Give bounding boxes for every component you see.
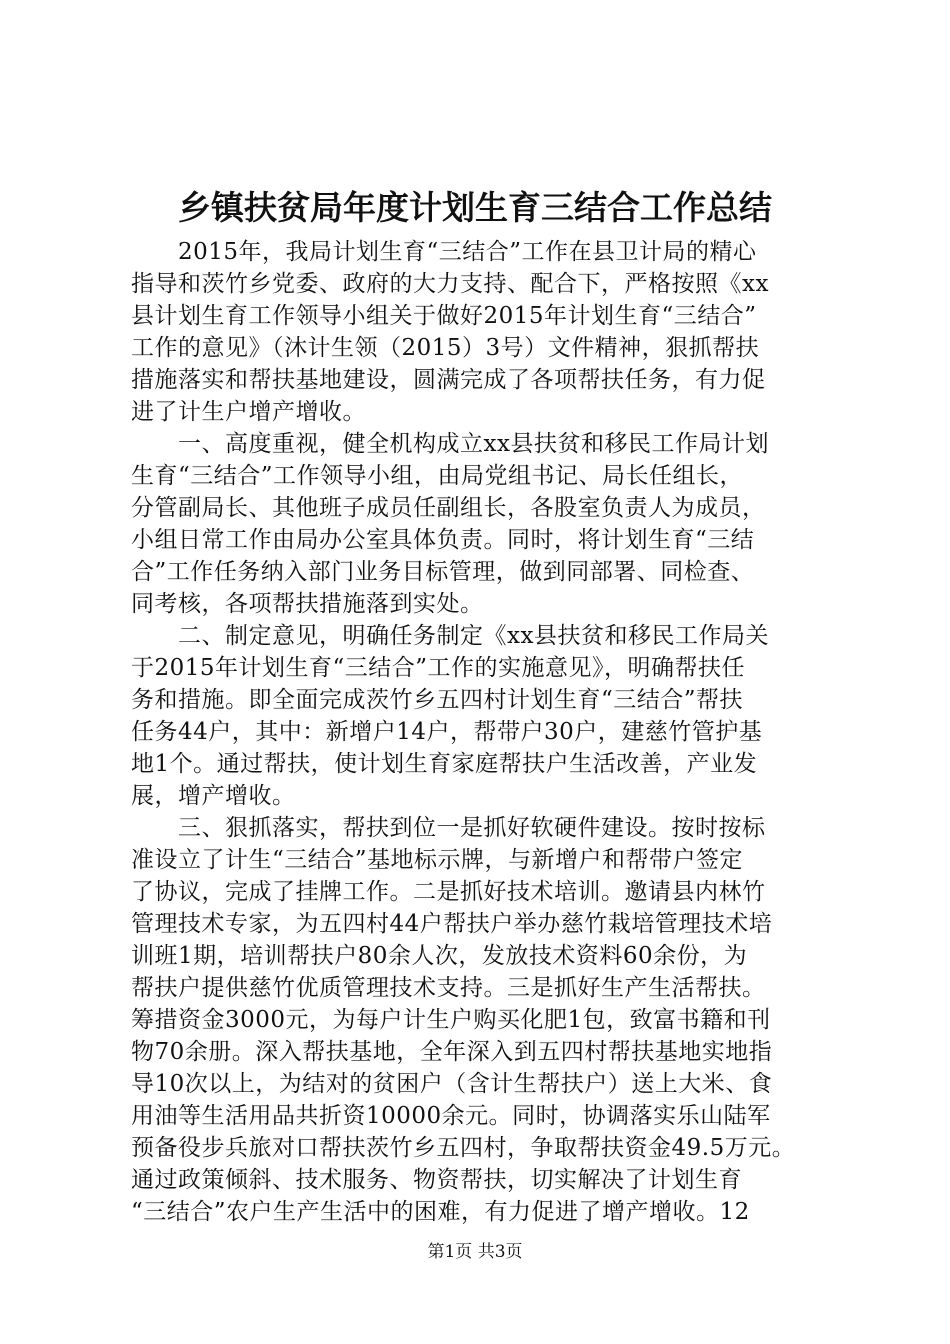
body-line: 一、高度重视，健全机构成立xx县扶贫和移民工作局计划: [131, 431, 769, 457]
body-line: 用油等生活用品共折资10000余元。同时，协调落实乐山陆军: [131, 1103, 771, 1129]
body-line: 管理技术专家，为五四村44户帮扶户举办慈竹栽培管理技术培: [131, 911, 773, 937]
body-line: 2015年，我局计划生育“三结合”工作在县卫计局的精心: [131, 239, 757, 265]
body-line: 通过政策倾斜、技术服务、物资帮扶，切实解决了计划生育: [131, 1167, 742, 1193]
body-line: 训班1期，培训帮扶户80余人次，发放技术资料60余份，为: [131, 943, 748, 969]
body-line: 小组日常工作由局办公室具体负责。同时，将计划生育“三结: [131, 527, 755, 553]
body-line: 县计划生育工作领导小组关于做好2015年计划生育“三结合”: [131, 303, 757, 329]
body-line: 筹措资金3000元，为每户计生户购买化肥1包，致富书籍和刊: [131, 1007, 771, 1033]
body-line: 三、狠抓落实，帮扶到位一是抓好软硬件建设。按时按标: [131, 815, 766, 841]
body-line: 工作的意见》（沐计生领（2015）3号）文件精神，狠抓帮扶: [131, 335, 760, 361]
document-body: [131, 236, 843, 1228]
body-line: 生育“三结合”工作领导小组，由局党组书记、局长任组长，: [131, 463, 744, 489]
body-line: 预备役步兵旅对口帮扶茨竹乡五四村，争取帮扶资金49.5万元。: [131, 1135, 796, 1161]
body-line: 帮扶户提供慈竹优质管理技术支持。三是抓好生产生活帮扶。: [131, 975, 766, 1001]
body-line: 合”工作任务纳入部门业务目标管理，做到同部署、同检查、: [131, 559, 755, 585]
body-line: 任务44户，其中：新增户14户，帮带户30户，建慈竹管护基: [131, 719, 763, 745]
page-footer: 第1页 共3页: [427, 1242, 523, 1262]
body-line: 于2015年计划生育“三结合”工作的实施意见》，明确帮扶任: [131, 655, 746, 681]
body-line: 导10次以上，为结对的贫困户（含计生帮扶户）送上大米、食: [131, 1071, 773, 1097]
body-line: “三结合”农户生产生活中的困难，有力促进了增产增收。12: [131, 1199, 750, 1225]
body-line: 展，增产增收。: [131, 783, 296, 809]
body-line: 二、制定意见，明确任务制定《xx县扶贫和移民工作局关: [131, 623, 769, 649]
body-line: 措施落实和帮扶基地建设，圆满完成了各项帮扶任务，有力促: [131, 367, 766, 393]
body-line: 同考核，各项帮扶措施落到实处。: [131, 591, 484, 617]
body-line: 物70余册。深入帮扶基地，全年深入到五四村帮扶基地实地指: [131, 1039, 773, 1065]
body-line: 了协议，完成了挂牌工作。二是抓好技术培训。邀请县内林竹: [131, 879, 766, 905]
body-line: 务和措施。即全面完成茨竹乡五四村计划生育“三结合”帮扶: [131, 687, 744, 713]
body-line: 地1个。通过帮扶，使计划生育家庭帮扶户生活改善，产业发: [131, 751, 758, 777]
body-line: 指导和茨竹乡党委、政府的大力支持、配合下，严格按照《xx: [131, 271, 769, 297]
body-line: 准设立了计生“三结合”基地标示牌，与新增户和帮带户签定: [131, 847, 744, 873]
document-title: 乡镇扶贫局年度计划生育三结合工作总结: [178, 188, 772, 227]
body-line: 分管副局长、其他班子成员任副组长，各股室负责人为成员，: [131, 495, 766, 521]
body-line: 进了计生户增产增收。: [131, 399, 366, 425]
